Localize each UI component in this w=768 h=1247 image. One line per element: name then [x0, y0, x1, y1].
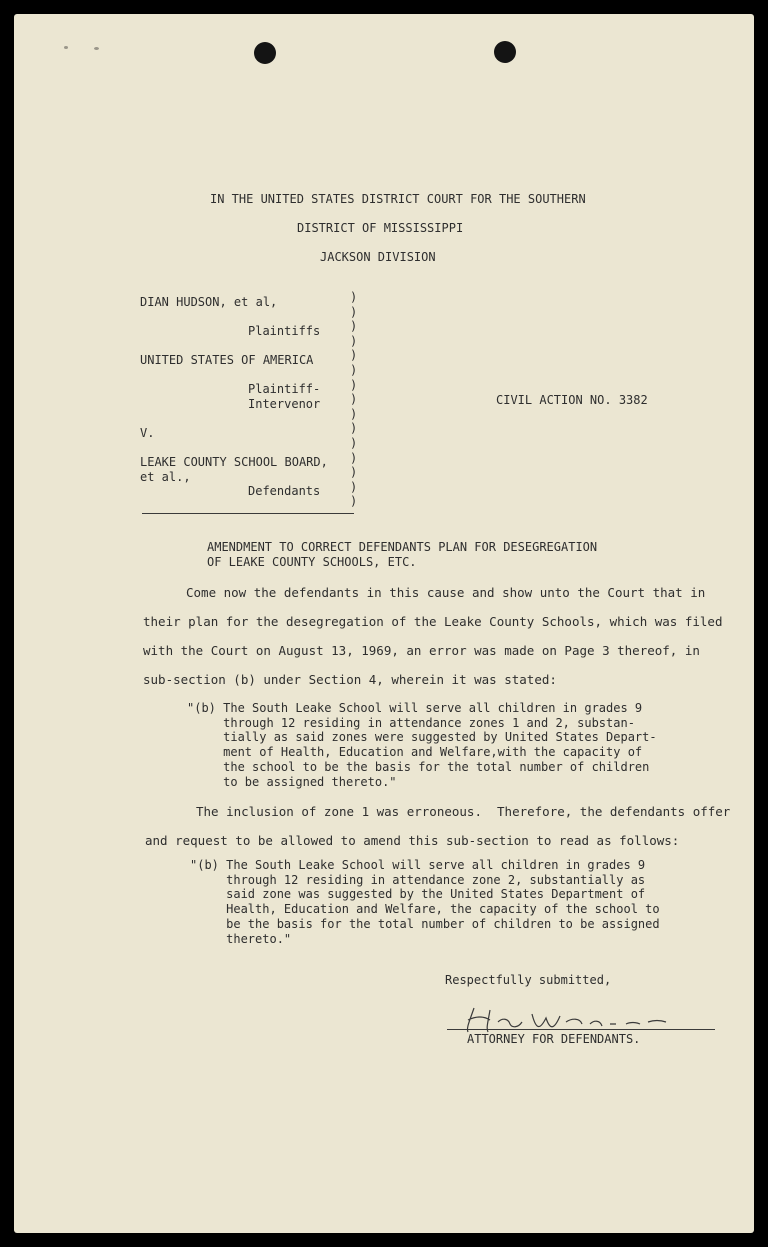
defendant-name-1: LEAKE COUNTY SCHOOL BOARD,	[140, 455, 328, 469]
intervenor-name: UNITED STATES OF AMERICA	[140, 353, 314, 367]
court-header-line2: DISTRICT OF MISSISSIPPI	[297, 221, 464, 235]
paper-mark	[64, 46, 68, 49]
document-title-line1: AMENDMENT TO CORRECT DEFENDANTS PLAN FOR DESEGREGATION	[207, 540, 598, 554]
plaintiff-role: Plaintiffs	[248, 324, 321, 338]
paper-mark	[94, 47, 99, 50]
respectfully-submitted: Respectfully submitted,	[445, 973, 612, 987]
civil-action-number: CIVIL ACTION NO. 3382	[496, 393, 648, 407]
paragraph1-line: with the Court on August 13, 1969, an error was made on Page 3 thereof, in	[143, 643, 700, 658]
paragraph2-line: and request to be allowed to amend this sub-section to read as follows:	[145, 833, 680, 848]
quoted-original-subsection: "(b) The South Leake School will serve all children in grades 9 through 12 residing in attendance zones 1 and 2, substan- tially as said zones were suggested by United States Depart- ment of Health, Education and Welfare,with the capacity of the school to be the basis for the total number of children to be assigned thereto."	[187, 701, 657, 789]
punch-hole-right	[494, 41, 516, 63]
paragraph1-line: their plan for the desegregation of the Leake County Schools, which was filed	[143, 614, 723, 629]
signature-line	[447, 1029, 715, 1030]
paragraph1-line: Come now the defendants in this cause and show unto the Court that in	[186, 585, 706, 600]
punch-hole-left	[254, 42, 276, 64]
defendant-role: Defendants	[248, 484, 321, 498]
intervenor-role-1: Plaintiff-	[248, 382, 321, 396]
caption-underline	[142, 513, 354, 514]
court-header-line3: JACKSON DIVISION	[320, 250, 436, 264]
plaintiff-name: DIAN HUDSON, et al,	[140, 295, 278, 309]
court-header-line1: IN THE UNITED STATES DISTRICT COURT FOR THE SOUTHERN	[210, 192, 586, 206]
intervenor-role-2: Intervenor	[248, 397, 321, 411]
attorney-signature	[440, 1000, 680, 1036]
attorney-for-defendants: ATTORNEY FOR DEFENDANTS.	[467, 1032, 641, 1046]
caption-parentheses: ) ) ) ) ) ) ) ) ) ) ) ) ) ) )	[350, 290, 358, 509]
versus-label: V.	[140, 426, 155, 440]
paragraph1-line: sub-section (b) under Section 4, wherein it was stated:	[143, 672, 557, 687]
document-title-line2: OF LEAKE COUNTY SCHOOLS, ETC.	[207, 555, 417, 569]
defendant-name-2: et al.,	[140, 470, 191, 484]
quoted-amended-subsection: "(b) The South Leake School will serve all children in grades 9 through 12 residing in attendance zone 2, substantially as said zone was suggested by the United States Department of Health, Education and Welfare, the capacity of the school to be the basis for the total number of children to be assigned thereto."	[190, 858, 660, 946]
paragraph2-line: The inclusion of zone 1 was erroneous. Therefore, the defendants offer	[196, 804, 731, 819]
